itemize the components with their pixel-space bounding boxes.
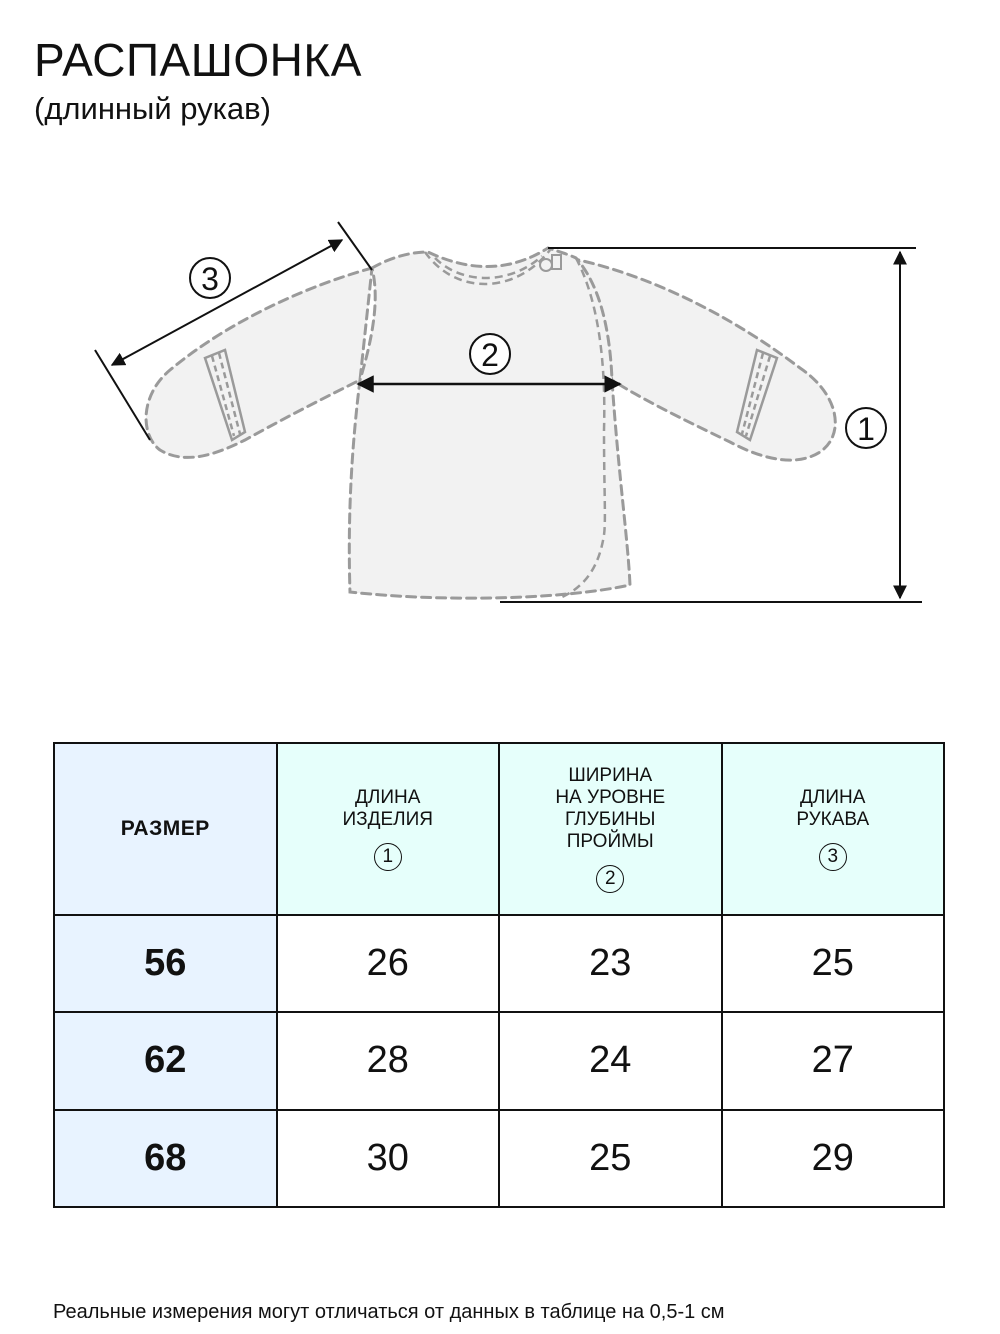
size-table <box>53 742 945 1208</box>
marker-1-label: 1 <box>857 411 875 447</box>
column-header-line: ИЗДЕЛИЯ <box>342 808 434 830</box>
value-cell: 29 <box>722 1110 945 1207</box>
value-cell: 25 <box>499 1110 722 1207</box>
column-header-length <box>277 743 500 915</box>
column-header-width <box>499 743 722 915</box>
column-header-sleeve <box>722 743 945 915</box>
marker-2-label: 2 <box>481 337 499 373</box>
table-header-row <box>54 743 944 915</box>
column-header-line: НА УРОВНЕ <box>555 786 666 808</box>
size-cell: 62 <box>54 1012 277 1109</box>
value-cell: 23 <box>499 915 722 1012</box>
shirt-body <box>349 248 630 598</box>
column-header-line: ДЛИНА <box>800 786 866 808</box>
column-header-line: ПРОЙМЫ <box>566 830 654 852</box>
garment-shirt <box>146 248 835 598</box>
value-cell: 27 <box>722 1012 945 1109</box>
marker-1-badge: 1 <box>374 843 402 871</box>
value-cell: 26 <box>277 915 500 1012</box>
footnote: Реальные измерения могут отличаться от данных в таблице на 0,5-1 см <box>53 1301 725 1323</box>
size-header: РАЗМЕР <box>54 743 277 915</box>
value-cell: 25 <box>722 915 945 1012</box>
marker-2-badge: 2 <box>596 865 624 893</box>
table-row <box>54 915 944 1012</box>
value-cell: 28 <box>277 1012 500 1109</box>
value-cell: 30 <box>277 1110 500 1207</box>
marker-3-label: 3 <box>201 261 219 297</box>
column-header-line: ШИРИНА <box>568 764 653 786</box>
marker-3-badge: 3 <box>819 843 847 871</box>
size-cell: 68 <box>54 1110 277 1207</box>
column-header-line: ДЛИНА <box>355 786 421 808</box>
page-subtitle: (длинный рукав) <box>34 91 271 126</box>
column-header-line: РУКАВА <box>796 808 870 830</box>
value-cell: 24 <box>499 1012 722 1109</box>
size-cell: 56 <box>54 915 277 1012</box>
column-header-line: ГЛУБИНЫ <box>565 808 656 830</box>
table-row <box>54 1110 944 1207</box>
garment-diagram <box>0 200 1000 640</box>
page-title: РАСПАШОНКА <box>34 34 362 86</box>
table-row <box>54 1012 944 1109</box>
left-sleeve <box>146 268 372 457</box>
